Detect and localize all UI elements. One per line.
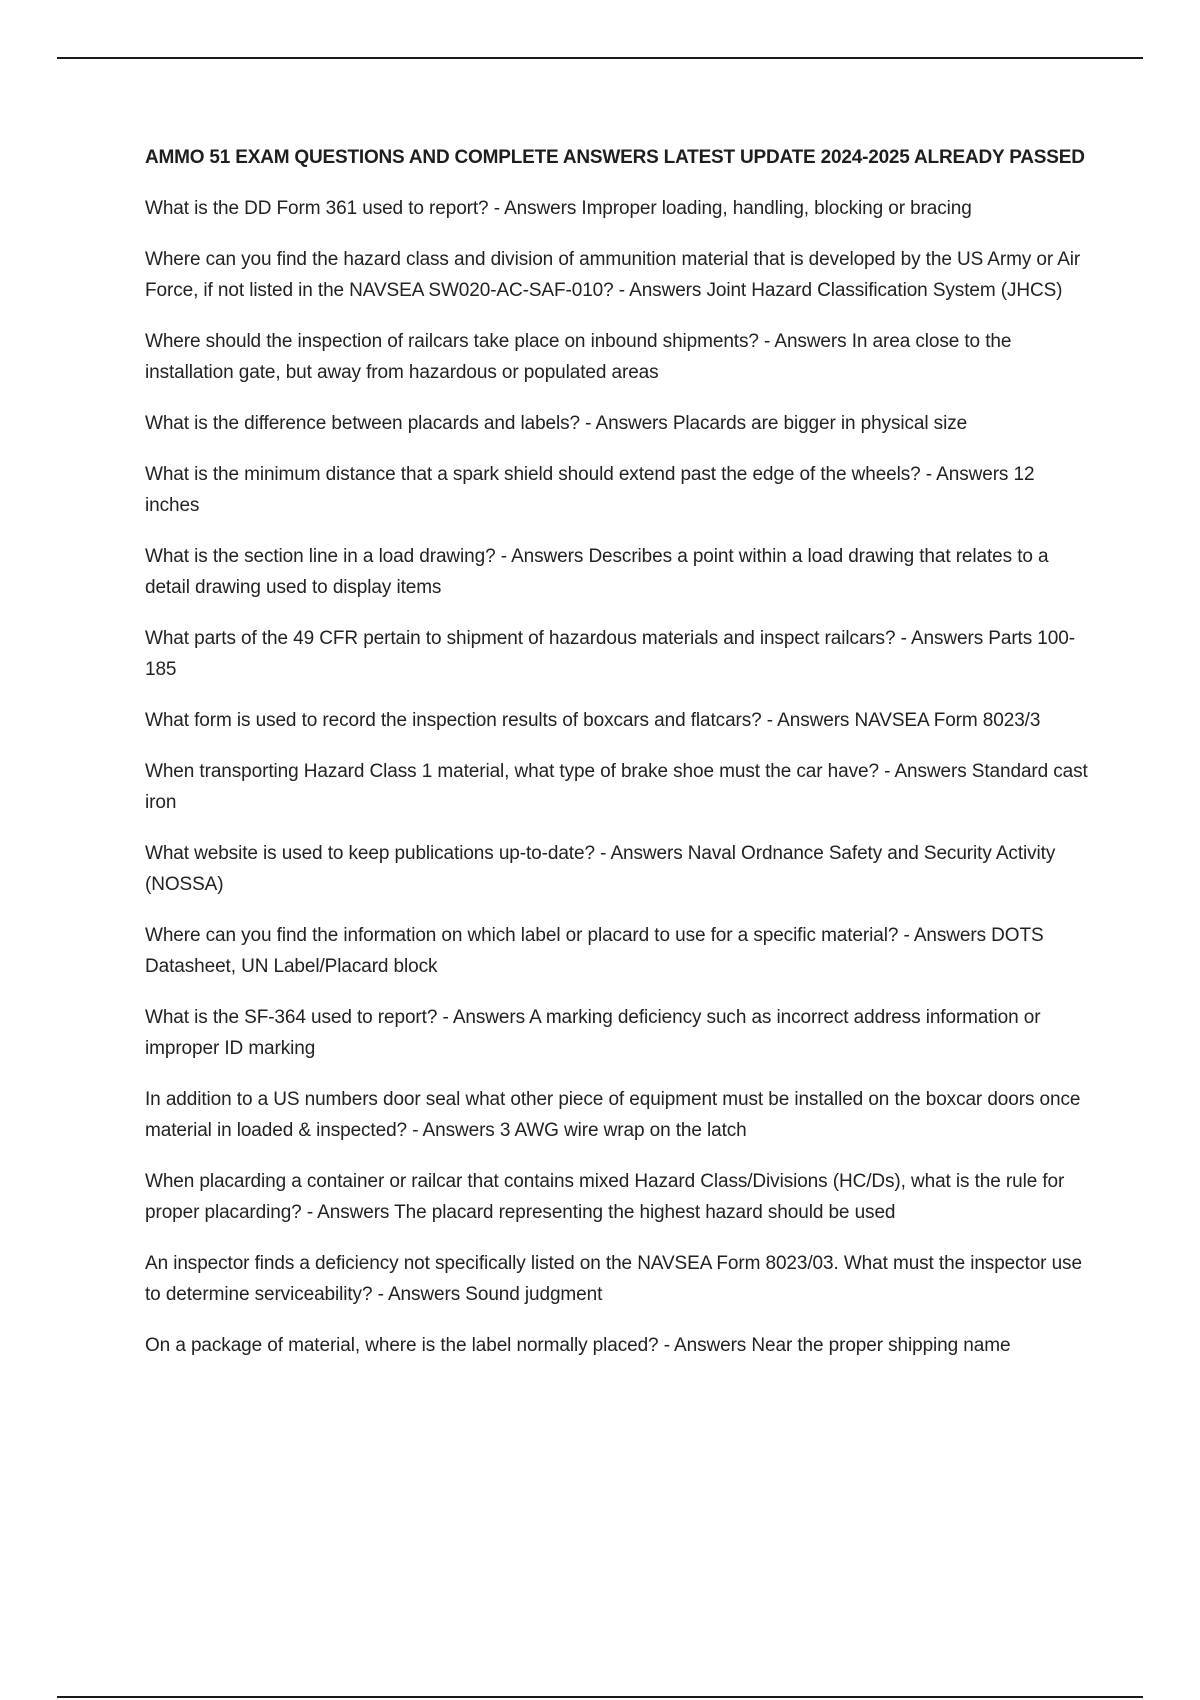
qa-item-10: What website is used to keep publications up-to-date? - Answers Naval Ordnance Safety and Security Activity (NOSSA) [145, 843, 1056, 895]
document-body [145, 142, 1090, 1381]
header-rule [57, 57, 1143, 59]
qa-item-7: What parts of the 49 CFR pertain to shipment of hazardous materials and inspect railcars? - Answers Parts 100-185 [145, 628, 1075, 680]
qa-item-8: What form is used to record the inspection results of boxcars and flatcars? - Answers NAVSEA Form 8023/3 [145, 710, 1041, 731]
qa-item-6: What is the section line in a load drawing? - Answers Describes a point within a load drawing that relates to a detail drawing used to display items [145, 546, 1049, 598]
qa-item-2: Where can you find the hazard class and division of ammunition material that is developed by the US Army or Air Force, if not listed in the NAVSEA SW020-AC-SAF-010? - Answers Joint Hazard Classification System (JHCS) [145, 249, 1081, 301]
footer-rule [57, 1696, 1143, 1698]
qa-item-14: When placarding a container or railcar that contains mixed Hazard Class/Divisions (HC/Ds), what is the rule for proper placarding? - Answers The placard representing the highest hazard should be used [145, 1171, 1065, 1223]
qa-item-16: On a package of material, where is the label normally placed? - Answers Near the proper shipping name [145, 1335, 1011, 1356]
qa-item-5: What is the minimum distance that a spark shield should extend past the edge of the wheels? - Answers 12 inches [145, 464, 1035, 516]
qa-item-12: What is the SF-364 used to report? - Answers A marking deficiency such as incorrect address information or improper ID marking [145, 1007, 1041, 1059]
qa-item-11: Where can you find the information on which label or placard to use for a specific material? - Answers DOTS Datasheet, UN Label/Placard block [145, 925, 1044, 977]
qa-item-1: What is the DD Form 361 used to report? - Answers Improper loading, handling, blocking or bracing [145, 198, 972, 219]
qa-item-9: When transporting Hazard Class 1 material, what type of brake shoe must the car have? - Answers Standard cast iron [145, 761, 1088, 813]
qa-item-15: An inspector finds a deficiency not specifically listed on the NAVSEA Form 8023/03. What must the inspector use to determine serviceability? - Answers Sound judgment [145, 1253, 1082, 1305]
qa-item-13: In addition to a US numbers door seal what other piece of equipment must be installed on the boxcar doors once material in loaded & inspected? - Answers 3 AWG wire wrap on the latch [145, 1089, 1081, 1141]
qa-item-4: What is the difference between placards and labels? - Answers Placards are bigger in physical size [145, 413, 968, 434]
qa-item-3: Where should the inspection of railcars take place on inbound shipments? - Answers In area close to the installation gate, but away from hazardous or populated areas [145, 331, 1012, 383]
document-title: AMMO 51 EXAM QUESTIONS AND COMPLETE ANSWERS LATEST UPDATE 2024-2025 ALREADY PASSED [145, 147, 1085, 168]
